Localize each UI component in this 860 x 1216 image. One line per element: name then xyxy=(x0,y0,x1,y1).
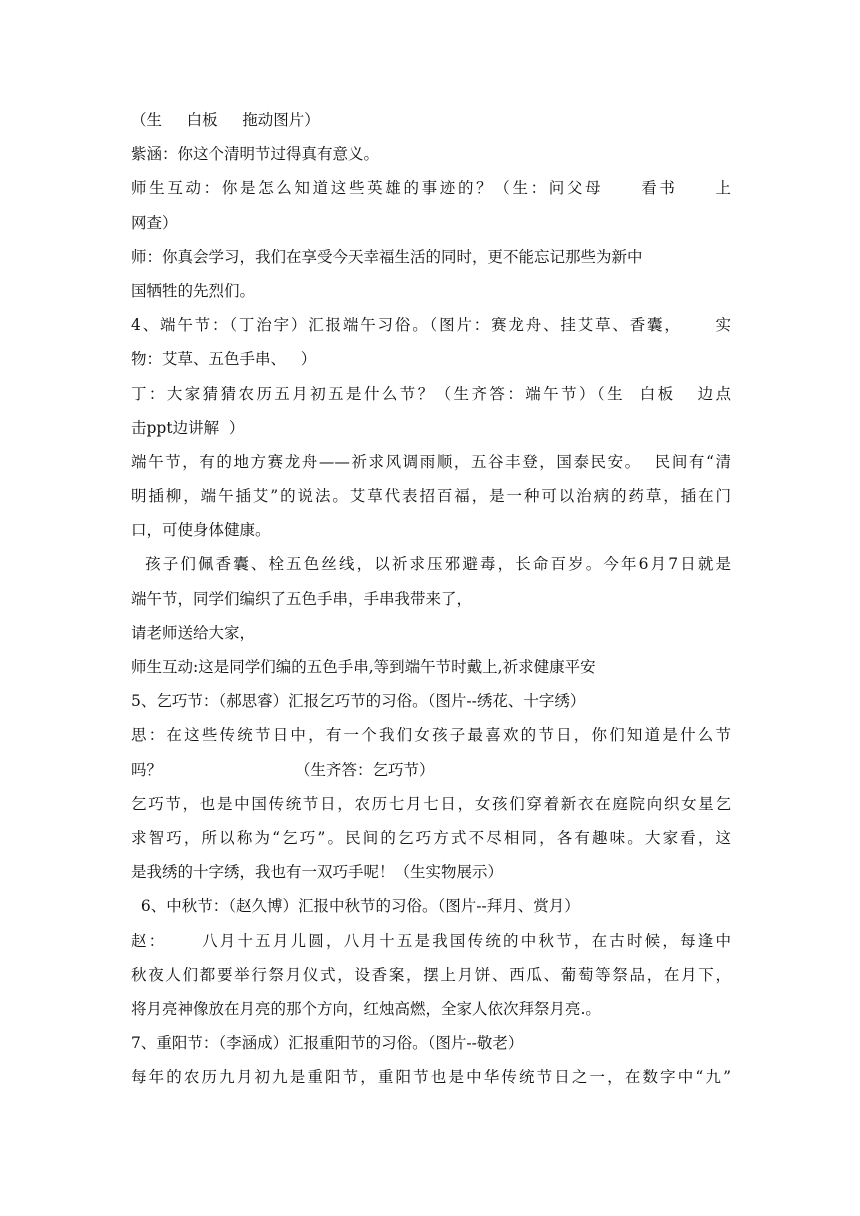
text-line: 丁：大家猜猜农历五月初五是什么节？（生齐答：端午节）（生 白板 边点 xyxy=(131,384,731,403)
text-line: 网查） xyxy=(131,213,178,232)
text-line: 秋夜人们都要举行祭月仪式，设香案，摆上月饼、西瓜、葡萄等祭品，在月下， xyxy=(131,965,731,984)
text-line: 物：艾草、五色手串、 ） xyxy=(131,350,317,369)
text-line: 师生互动：你是怎么知道这些英雄的事迹的？（生：问父母 看书 上 xyxy=(131,179,731,198)
text-line: 4、端午节：（丁治宇）汇报端午习俗。（图片：赛龙舟、挂艾草、香囊， 实 xyxy=(131,316,731,335)
text-line: 乞巧节，也是中国传统节日，农历七月七日，女孩们穿着新衣在庭院向织女星乞 xyxy=(131,794,731,813)
text-line: 端午节，同学们编织了五色手串，手串我带来了， xyxy=(131,589,473,608)
text-line: 孩子们佩香囊、栓五色丝线，以祈求压邪避毒，长命百岁。今年6月7日就是 xyxy=(131,555,731,574)
text-line: 请老师送给大家， xyxy=(131,623,256,642)
text-line: 6、中秋节：（赵久博）汇报中秋节的习俗。（图片--拜月、赏月） xyxy=(131,897,580,916)
text-line: 赵： 八月十五月儿圆，八月十五是我国传统的中秋节，在古时候，每逢中 xyxy=(131,931,731,950)
text-line: 明插柳，端午插艾”的说法。艾草代表招百福，是一种可以治病的药草，插在门 xyxy=(131,487,731,506)
text-line: 5、乞巧节：（郝思睿）汇报乞巧节的习俗。（图片--绣花、十字绣） xyxy=(131,692,586,711)
text-line: 将月亮神像放在月亮的那个方向，红烛高燃，全家人依次拜祭月亮.。 xyxy=(131,999,601,1018)
text-line: 紫涵：你这个清明节过得真有意义。 xyxy=(131,145,380,164)
text-line: 师：你真会学习，我们在享受今天幸福生活的同时，更不能忘记那些为新中 xyxy=(131,247,643,266)
text-line: 师生互动:这是同学们编的五色手串,等到端午节时戴上,祈求健康平安 xyxy=(131,658,596,676)
text-line: 吗？ （生齐答：乞巧节） xyxy=(131,760,435,779)
text-line: 7、重阳节：（李涵成）汇报重阳节的习俗。（图片--敬老） xyxy=(131,1034,524,1053)
text-line: 口，可使身体健康。 xyxy=(131,521,271,540)
text-line: 端午节，有的地方赛龙舟——祈求风调雨顺，五谷丰登，国泰民安。 民间有“清 xyxy=(131,452,731,471)
text-line: 国牺牲的先烈们。 xyxy=(131,281,256,300)
document-body xyxy=(131,103,731,1094)
text-line: 每年的农历九月初九是重阳节，重阳节也是中华传统节日之一，在数字中“九” xyxy=(131,1068,731,1087)
text-line: 思：在这些传统节日中，有一个我们女孩子最喜欢的节日，你们知道是什么节 xyxy=(131,726,731,745)
text-line: 求智巧，所以称为“乞巧”。民间的乞巧方式不尽相同，各有趣味。大家看，这 xyxy=(131,828,731,847)
text-line: 击ppt边讲解 ） xyxy=(131,418,245,437)
text-line: 是我绣的十字绣，我也有一双巧手呢！（生实物展示） xyxy=(131,863,504,882)
text-line: （生 白板 拖动图片） xyxy=(131,111,320,129)
